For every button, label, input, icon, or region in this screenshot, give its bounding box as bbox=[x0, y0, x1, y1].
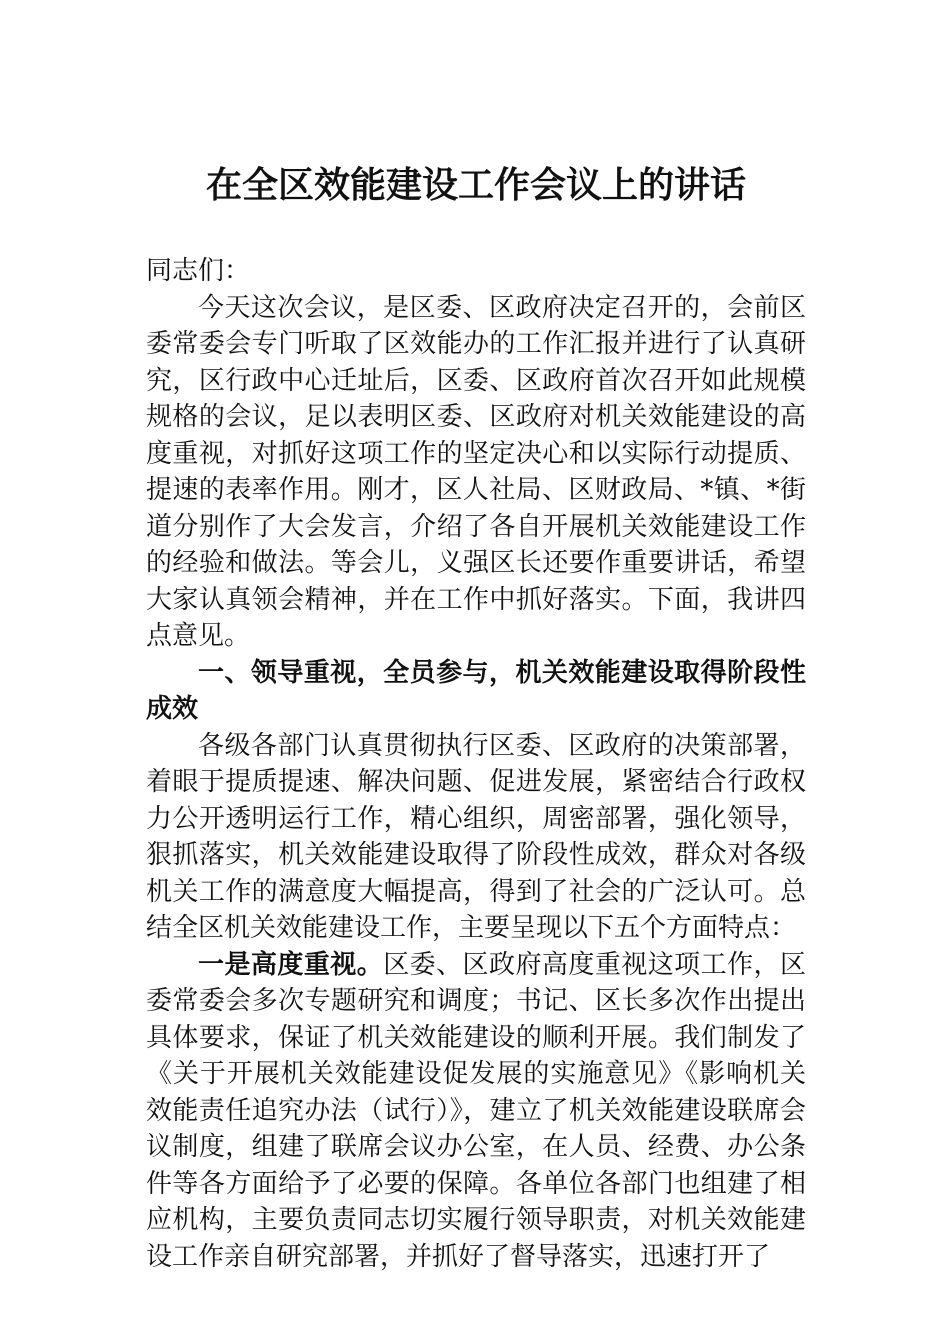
document-title: 在全区效能建设工作会议上的讲话 bbox=[205, 164, 746, 206]
paragraph-summary: 各级各部门认真贯彻执行区委、区政府的决策部署，着眼于提质提速、解决问题、促进发展，紧密结合行政权力公开透明运行工作，精心组织，周密部署，强化领导，狠抓落实，机关效能建设取得了阶段性成效，群众对各级机关工作的满意度大幅提高，得到了社会的广泛认可。总结全区机关效能建设工作，主要呈现以下五个方面特点： bbox=[146, 730, 806, 943]
paragraph-opening: 今天这次会议，是区委、区政府决定召开的，会前区委常委会专门听取了区效能办的工作汇报并进行了认真研究，区行政中心迁址后，区委、区政府首次召开如此规模规格的会议，足以表明区委、区政府对机关效能建设的高度重视，对抓好这项工作的坚定决心和以实际行动提质、提速的表率作用。刚才，区人社局、区财政局、*镇、*街道分别作了大会发言，介绍了各自开展机关效能建设工作的经验和做法。等会儿，义强区长还要作重要讲话，希望大家认真领会精神，并在工作中抓好落实。下面，我讲四点意见。 bbox=[146, 292, 806, 651]
salutation: 同志们： bbox=[146, 256, 251, 286]
paragraph-point-1 bbox=[146, 947, 806, 1276]
section-heading-1: 一、领导重视，全员参与，机关效能建设取得阶段性成效 bbox=[146, 657, 806, 724]
document-body bbox=[146, 253, 806, 1275]
point-1-lead: 一是高度重视。 bbox=[198, 949, 384, 980]
point-1-body: 区委、区政府高度重视这项工作，区委常委会多次专题研究和调度；书记、区长多次作出提出具体要求，保证了机关效能建设的顺利开展。我们制发了《关于开展机关效能建设促发展的实施意见》《影响机关效能责任追究办法（试行）》，建立了机关效能建设联席会议制度，组建了联席会议办公室，在人员、经费、办公条件等各方面给予了必要的保障。各单位各部门也组建了相应机构，主要负责同志切实履行领导职责，对机关效能建设工作亲自研究部署，并抓好了督导落实，迅速打开了 bbox=[146, 949, 806, 1272]
document-page bbox=[146, 0, 806, 1344]
